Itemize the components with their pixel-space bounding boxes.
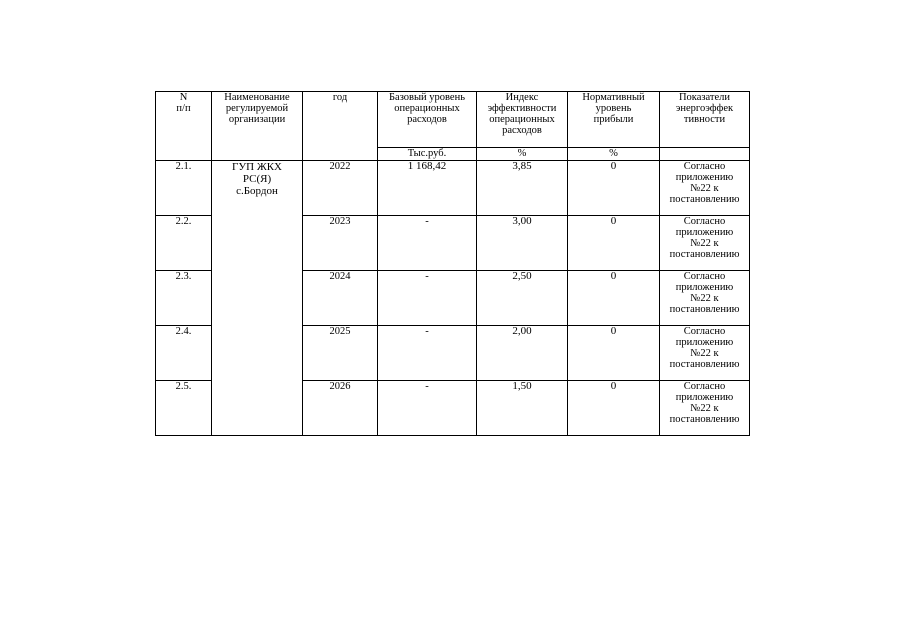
header-row <box>156 92 750 148</box>
row-profit: 0 <box>568 326 660 381</box>
row-profit: 0 <box>568 216 660 271</box>
row-year: 2023 <box>303 216 378 271</box>
row-index: 3,00 <box>477 216 568 271</box>
row-year: 2024 <box>303 271 378 326</box>
header-num: N п/п <box>156 92 212 161</box>
row-index: 1,50 <box>477 381 568 436</box>
header-index: Индекс эффективности операционных расходов <box>477 92 568 148</box>
row-profit: 0 <box>568 381 660 436</box>
header-energy: Показатели энергоэффек тивности <box>660 92 750 148</box>
unit-profit: % <box>568 148 660 161</box>
row-index: 2,00 <box>477 326 568 381</box>
tariff-table <box>155 91 750 436</box>
header-year: год <box>303 92 378 161</box>
row-num: 2.4. <box>156 326 212 381</box>
row-num: 2.1. <box>156 161 212 216</box>
row-num: 2.2. <box>156 216 212 271</box>
row-num: 2.5. <box>156 381 212 436</box>
row-base: - <box>378 216 477 271</box>
row-year: 2022 <box>303 161 378 216</box>
header-profit: Нормативный уровень прибыли <box>568 92 660 148</box>
unit-base: Тыс.руб. <box>378 148 477 161</box>
unit-index: % <box>477 148 568 161</box>
row-note: Согласно приложению №22 к постановлению <box>660 271 750 326</box>
row-base: - <box>378 381 477 436</box>
row-num: 2.3. <box>156 271 212 326</box>
row-index: 3,85 <box>477 161 568 216</box>
organization-name: ГУП ЖКХ РС(Я) с.Бордон <box>212 161 303 436</box>
row-note: Согласно приложению №22 к постановлению <box>660 161 750 216</box>
row-year: 2026 <box>303 381 378 436</box>
row-year: 2025 <box>303 326 378 381</box>
row-profit: 0 <box>568 161 660 216</box>
table-row <box>156 161 750 216</box>
header-base: Базовый уровень операционных расходов <box>378 92 477 148</box>
row-index: 2,50 <box>477 271 568 326</box>
unit-energy <box>660 148 750 161</box>
row-note: Согласно приложению №22 к постановлению <box>660 381 750 436</box>
row-profit: 0 <box>568 271 660 326</box>
header-org: Наименование регулируемой организации <box>212 92 303 161</box>
row-base: - <box>378 271 477 326</box>
row-base: - <box>378 326 477 381</box>
row-note: Согласно приложению №22 к постановлению <box>660 216 750 271</box>
row-note: Согласно приложению №22 к постановлению <box>660 326 750 381</box>
row-base: 1 168,42 <box>378 161 477 216</box>
